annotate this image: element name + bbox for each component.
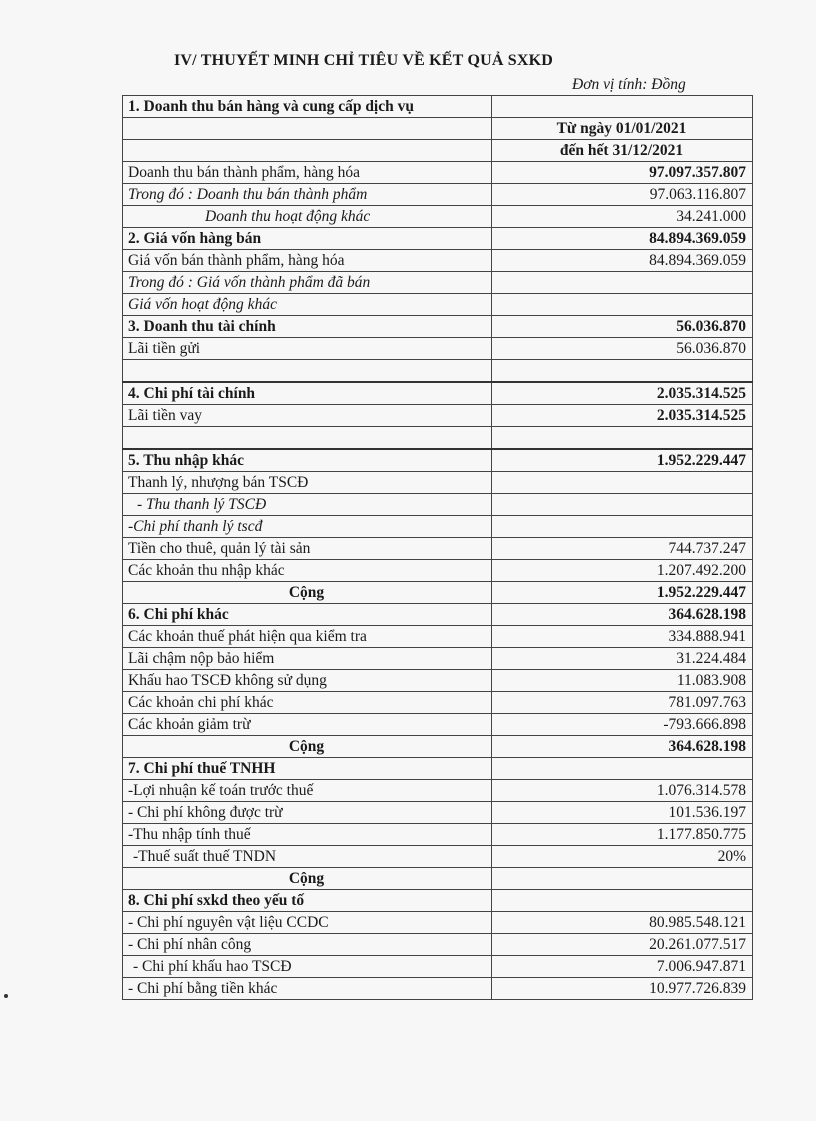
table-row — [123, 516, 753, 538]
row-label: 5. Thu nhập khác — [123, 449, 492, 472]
row-label: Giá vốn hoạt động khác — [123, 294, 492, 316]
table-row — [123, 956, 753, 978]
row-label: Trong đó : Giá vốn thành phẩm đã bán — [123, 272, 492, 294]
row-label: Lãi chậm nộp bảo hiểm — [123, 648, 492, 670]
stray-mark — [4, 994, 8, 998]
row-label: Các khoản chi phí khác — [123, 692, 492, 714]
row-label: Các khoản giảm trừ — [123, 714, 492, 736]
table-row — [123, 382, 753, 405]
row-value: 2.035.314.525 — [492, 382, 753, 405]
row-value — [492, 516, 753, 538]
row-label: -Thu nhập tính thuế — [123, 824, 492, 846]
table-row — [123, 802, 753, 824]
row-value — [492, 427, 753, 450]
table-row — [123, 846, 753, 868]
row-value: 1.076.314.578 — [492, 780, 753, 802]
row-label — [123, 427, 492, 450]
table-row — [123, 96, 753, 118]
table-row — [123, 934, 753, 956]
row-label: - Chi phí không được trừ — [123, 802, 492, 824]
row-value: 84.894.369.059 — [492, 228, 753, 250]
table-row — [123, 714, 753, 736]
row-label: Cộng — [123, 868, 492, 890]
row-value: 1.177.850.775 — [492, 824, 753, 846]
row-value: 1.952.229.447 — [492, 449, 753, 472]
row-value — [492, 96, 753, 118]
row-value: 1.207.492.200 — [492, 560, 753, 582]
row-value: 20% — [492, 846, 753, 868]
table-row — [123, 206, 753, 228]
row-value: 34.241.000 — [492, 206, 753, 228]
row-value — [492, 472, 753, 494]
row-label: 8. Chi phí sxkd theo yếu tố — [123, 890, 492, 912]
table-row — [123, 560, 753, 582]
row-value: 364.628.198 — [492, 736, 753, 758]
row-value: Từ ngày 01/01/2021 — [492, 118, 753, 140]
table-row — [123, 538, 753, 560]
row-value: 2.035.314.525 — [492, 405, 753, 427]
row-label: Thanh lý, nhượng bán TSCĐ — [123, 472, 492, 494]
row-value — [492, 272, 753, 294]
row-label: Các khoản thuế phát hiện qua kiểm tra — [123, 626, 492, 648]
row-value: 56.036.870 — [492, 316, 753, 338]
table-row — [123, 272, 753, 294]
row-label: 2. Giá vốn hàng bán — [123, 228, 492, 250]
page-title: IV/ THUYẾT MINH CHỈ TIÊU VỀ KẾT QUẢ SXKD — [174, 52, 554, 69]
table-row — [123, 758, 753, 780]
table-row — [123, 316, 753, 338]
row-label: - Chi phí nhân công — [123, 934, 492, 956]
table-row — [123, 868, 753, 890]
table-row — [123, 692, 753, 714]
row-value: 31.224.484 — [492, 648, 753, 670]
table-row — [123, 648, 753, 670]
row-value — [492, 868, 753, 890]
row-label: Tiền cho thuê, quản lý tài sản — [123, 538, 492, 560]
table-row — [123, 978, 753, 1000]
row-value: 7.006.947.871 — [492, 956, 753, 978]
unit-note: Đơn vị tính: Đồng — [572, 76, 686, 93]
row-label: - Thu thanh lý TSCĐ — [123, 494, 492, 516]
row-label: Khấu hao TSCĐ không sử dụng — [123, 670, 492, 692]
row-value: 97.097.357.807 — [492, 162, 753, 184]
row-label: 4. Chi phí tài chính — [123, 382, 492, 405]
table-row — [123, 228, 753, 250]
row-value: 1.952.229.447 — [492, 582, 753, 604]
row-label: 7. Chi phí thuế TNHH — [123, 758, 492, 780]
table-row — [123, 890, 753, 912]
row-label: -Lợi nhuận kế toán trước thuế — [123, 780, 492, 802]
row-label: 1. Doanh thu bán hàng và cung cấp dịch vụ — [123, 96, 492, 118]
report-body — [123, 96, 753, 1000]
row-label — [123, 118, 492, 140]
row-value: 80.985.548.121 — [492, 912, 753, 934]
row-value — [492, 890, 753, 912]
table-row — [123, 472, 753, 494]
table-row — [123, 294, 753, 316]
table-row — [123, 427, 753, 450]
row-value: đến hết 31/12/2021 — [492, 140, 753, 162]
table-row — [123, 118, 753, 140]
row-label: - Chi phí bằng tiền khác — [123, 978, 492, 1000]
report-table — [122, 95, 753, 1000]
table-row — [123, 670, 753, 692]
table-row — [123, 736, 753, 758]
row-label: -Chi phí thanh lý tscđ — [123, 516, 492, 538]
row-value: 11.083.908 — [492, 670, 753, 692]
row-label: Doanh thu bán thành phẩm, hàng hóa — [123, 162, 492, 184]
table-row — [123, 338, 753, 360]
row-value — [492, 494, 753, 516]
table-row — [123, 494, 753, 516]
row-label: Doanh thu hoạt động khác — [123, 206, 492, 228]
row-label: Giá vốn bán thành phẩm, hàng hóa — [123, 250, 492, 272]
row-value: 10.977.726.839 — [492, 978, 753, 1000]
row-label: 6. Chi phí khác — [123, 604, 492, 626]
table-row — [123, 582, 753, 604]
table-row — [123, 780, 753, 802]
row-value: 56.036.870 — [492, 338, 753, 360]
row-label: - Chi phí nguyên vật liệu CCDC — [123, 912, 492, 934]
row-value — [492, 360, 753, 383]
row-value: 20.261.077.517 — [492, 934, 753, 956]
table-row — [123, 405, 753, 427]
table-row — [123, 824, 753, 846]
row-value: 97.063.116.807 — [492, 184, 753, 206]
table-row — [123, 140, 753, 162]
row-label — [123, 360, 492, 383]
table-row — [123, 184, 753, 206]
row-value — [492, 294, 753, 316]
table-row — [123, 604, 753, 626]
row-value: 364.628.198 — [492, 604, 753, 626]
table-row — [123, 250, 753, 272]
row-label: Các khoản thu nhập khác — [123, 560, 492, 582]
row-label: 3. Doanh thu tài chính — [123, 316, 492, 338]
row-value: 744.737.247 — [492, 538, 753, 560]
table-row — [123, 912, 753, 934]
row-label: Cộng — [123, 582, 492, 604]
row-label: Cộng — [123, 736, 492, 758]
row-label: -Thuế suất thuế TNDN — [123, 846, 492, 868]
table-row — [123, 162, 753, 184]
row-label: Lãi tiền vay — [123, 405, 492, 427]
row-value: 101.536.197 — [492, 802, 753, 824]
row-value — [492, 758, 753, 780]
row-label: Trong đó : Doanh thu bán thành phẩm — [123, 184, 492, 206]
row-value: -793.666.898 — [492, 714, 753, 736]
row-value: 781.097.763 — [492, 692, 753, 714]
row-label: - Chi phí khấu hao TSCĐ — [123, 956, 492, 978]
row-label: Lãi tiền gửi — [123, 338, 492, 360]
row-value: 84.894.369.059 — [492, 250, 753, 272]
table-row — [123, 449, 753, 472]
row-value: 334.888.941 — [492, 626, 753, 648]
table-row — [123, 626, 753, 648]
table-row — [123, 360, 753, 383]
row-label — [123, 140, 492, 162]
